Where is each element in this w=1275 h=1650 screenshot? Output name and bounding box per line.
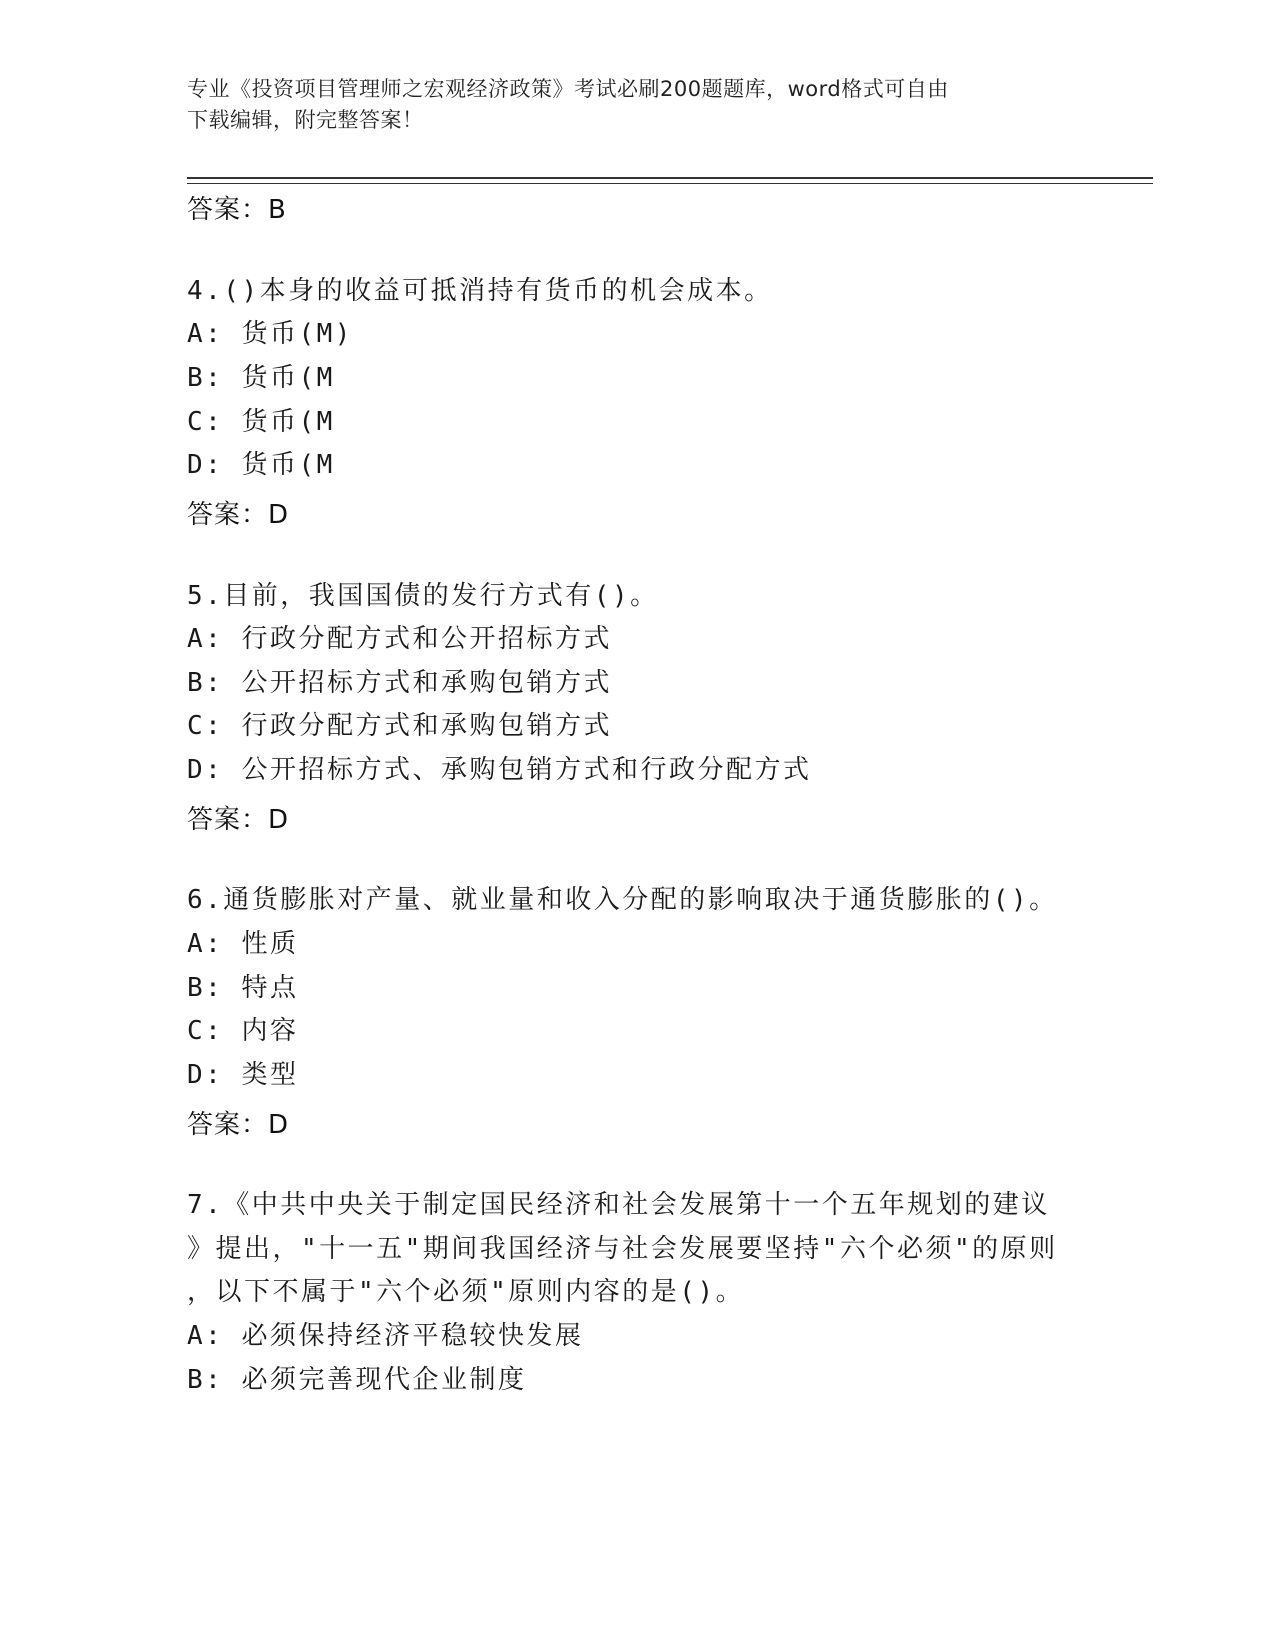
question-4-text: 4.()本身的收益可抵消持有货币的机会成本。 [187, 276, 773, 306]
question-4-option-b: B: 货币(M [187, 363, 335, 393]
question-7-text-line-3: ，以下不属于"六个必须"原则内容的是()。 [187, 1277, 745, 1307]
question-4-option-d: D: 货币(M [187, 450, 335, 480]
question-7-text-line-2: 》提出，"十一五"期间我国经济与社会发展要坚持"六个必须"的原则 [187, 1234, 1058, 1264]
question-5-option-d: D: 公开招标方式、承购包销方式和行政分配方式 [187, 755, 812, 785]
previous-answer: 答案：B [187, 195, 287, 225]
question-6-text: 6.通货膨胀对产量、就业量和收入分配的影响取决于通货膨胀的()。 [187, 885, 1058, 915]
question-6-option-b: B: 特点 [187, 973, 299, 1003]
question-7-option-b: B: 必须完善现代企业制度 [187, 1365, 527, 1395]
question-6-option-d: D: 类型 [187, 1060, 299, 1090]
question-6-option-a: A: 性质 [187, 929, 299, 959]
question-7-option-a: A: 必须保持经济平稳较快发展 [187, 1321, 584, 1351]
question-6-option-c: C: 内容 [187, 1016, 299, 1046]
question-5-option-a: A: 行政分配方式和公开招标方式 [187, 624, 612, 654]
question-5-option-c: C: 行政分配方式和承购包销方式 [187, 711, 612, 741]
question-5-text: 5.目前，我国国债的发行方式有()。 [187, 581, 659, 611]
question-5-option-b: B: 公开招标方式和承购包销方式 [187, 668, 612, 698]
document-header [187, 74, 1067, 136]
header-line-2: 下载编辑，附完整答案！ [187, 108, 424, 132]
header-line-1: 专业《投资项目管理师之宏观经济政策》考试必刷200题题库，word格式可自由 [187, 77, 949, 101]
question-4-option-c: C: 货币(M [187, 407, 335, 437]
header-rule-thin [187, 183, 1153, 184]
header-rule-thick [187, 177, 1153, 179]
question-7-text-line-1: 7.《中共中央关于制定国民经济和社会发展第十一个五年规划的建议 [187, 1190, 1050, 1220]
question-6-answer: 答案：D [187, 1110, 290, 1140]
question-4-answer: 答案：D [187, 500, 290, 530]
question-4-option-a: A: 货币(M) [187, 319, 353, 349]
question-5-answer: 答案：D [187, 805, 290, 835]
